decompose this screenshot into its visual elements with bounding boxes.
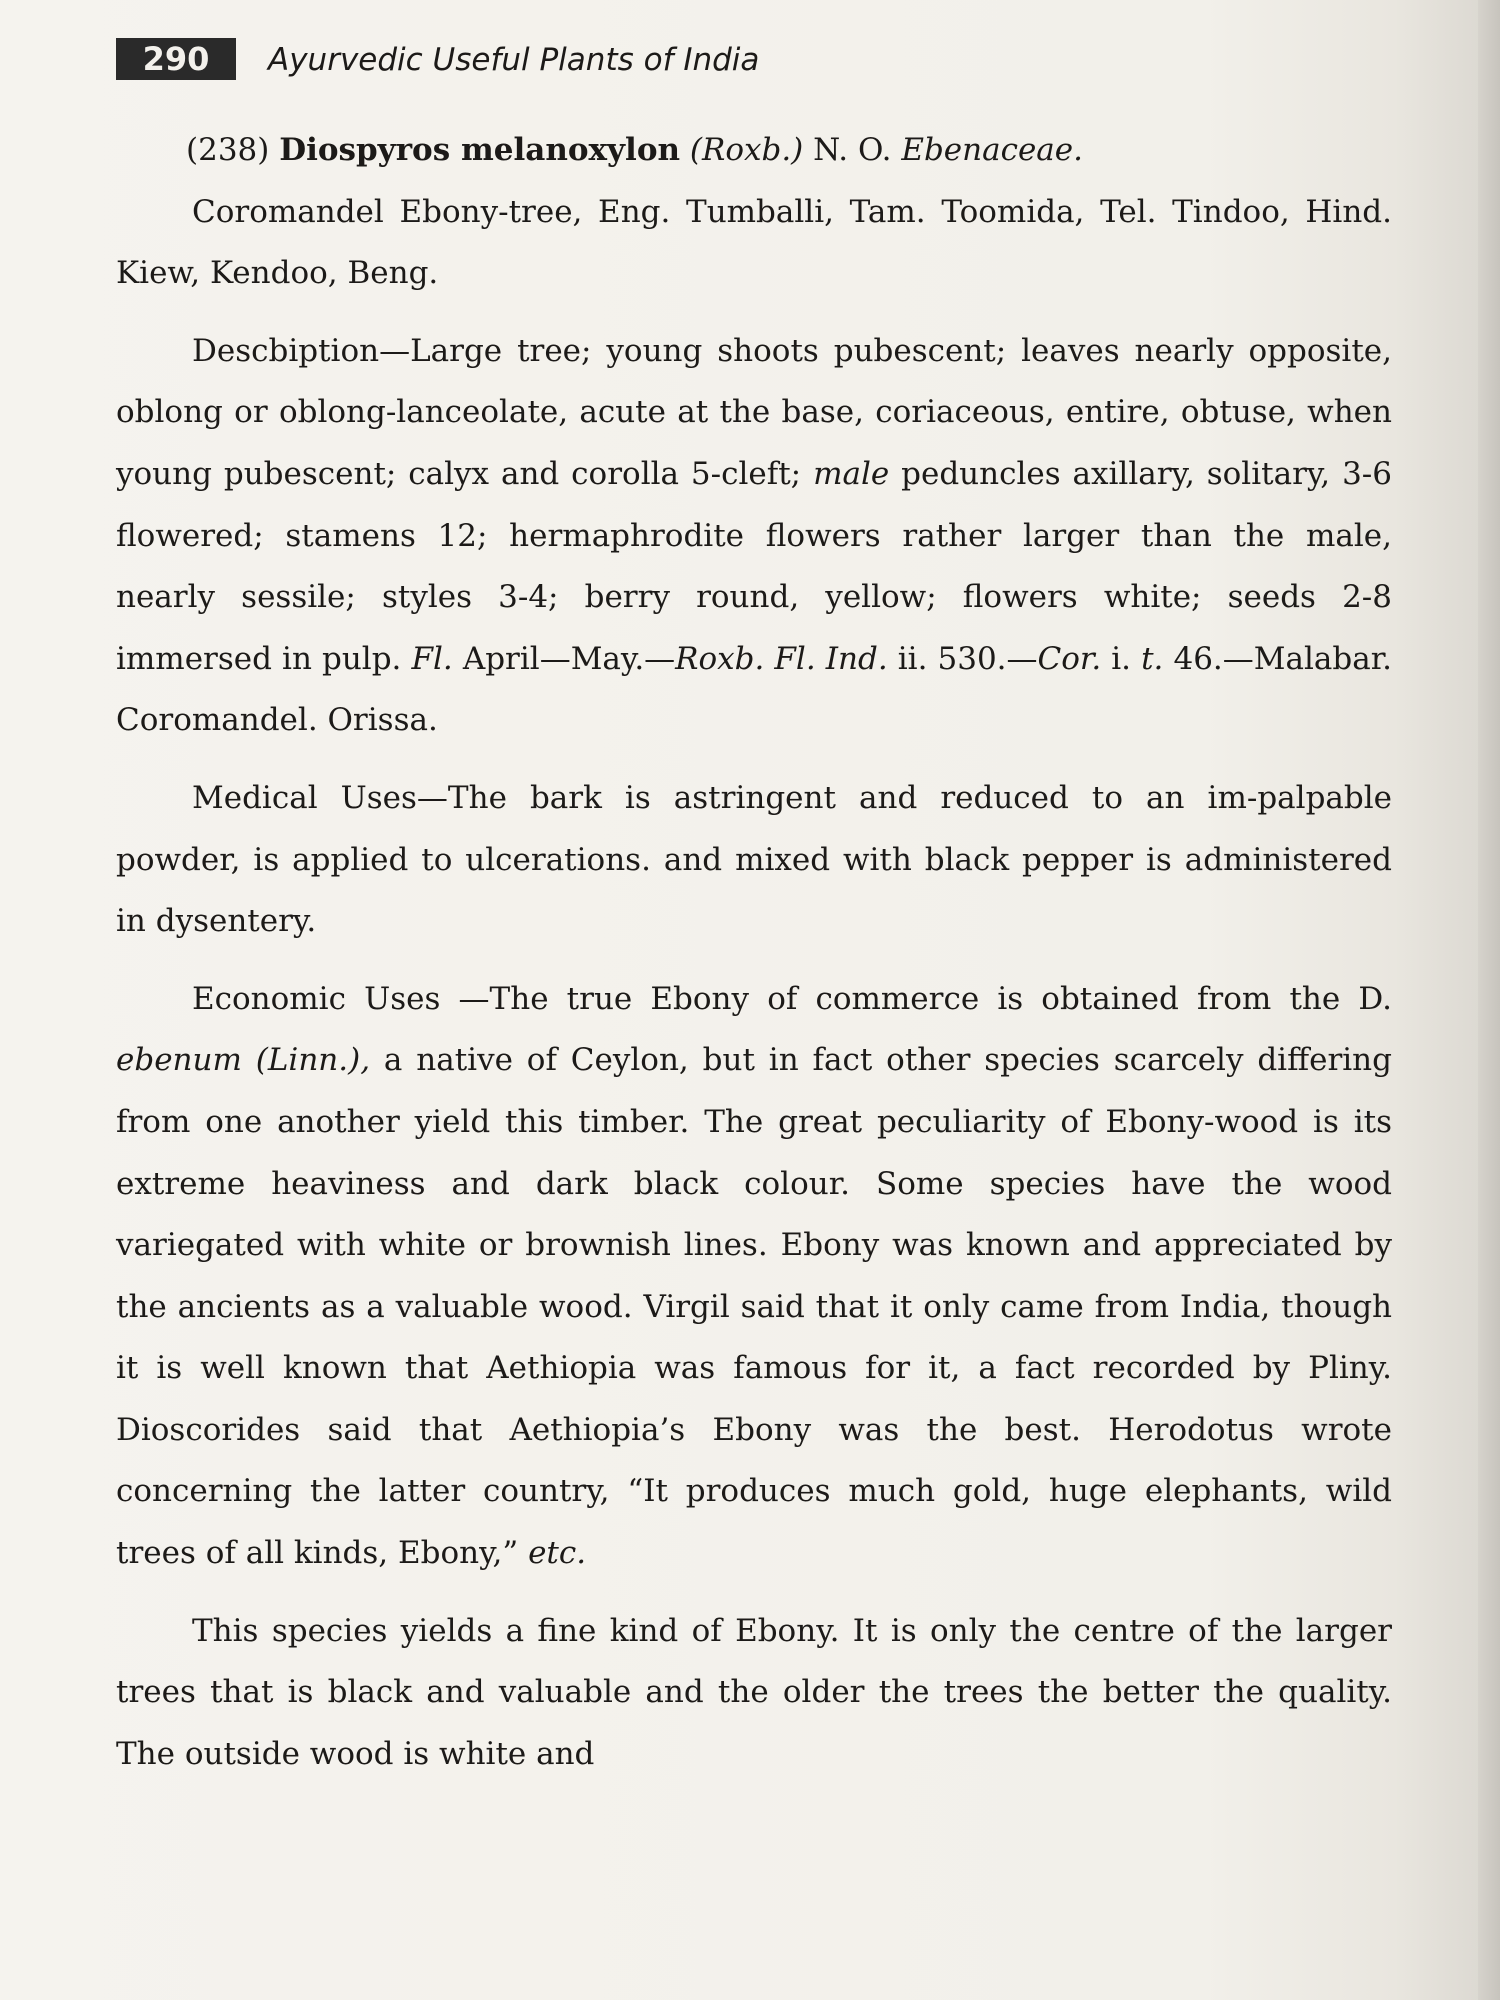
family-name: Ebenaceae. bbox=[901, 132, 1083, 168]
authority: (Roxb.) bbox=[689, 132, 804, 168]
medical-uses-paragraph: Medical Uses—The bark is astringent and reduced to an im-palpable powder, is applied to ulcerations. and mixed with black pepper is administered in dysentery. bbox=[116, 779, 1392, 940]
description-ref-2: Cor. bbox=[1037, 640, 1102, 677]
order-prefix: N. O. bbox=[813, 132, 892, 168]
description-text-6: 46.—Malabar. Coromandel. Orissa. bbox=[116, 640, 1392, 739]
description-text-4: ii. 530.— bbox=[887, 640, 1038, 677]
description-text-2: peduncles axillary, solitary, 3-6 flowered; stamens 12; hermaphrodite flowers rather larger than the male, nearly sessile; styles 3-4; berry round, yellow; flowers white; seeds 2-8 immersed in pulp. bbox=[116, 455, 1392, 677]
description-male: male bbox=[813, 455, 890, 492]
entry-number: (238) bbox=[186, 132, 270, 168]
page-edge-shadow bbox=[1478, 0, 1500, 2000]
description-fl: Fl. bbox=[411, 640, 453, 677]
description-text: Descbiption—Large tree; young shoots pubescent; leaves nearly opposite, oblong or oblong-lanceolate, acute at the base, coriaceous, entire, obtuse, when young pubescent; calyx and corolla 5-cleft; bbox=[116, 332, 1392, 492]
economic-text: Economic Uses —The true Ebony of commerce is obtained from the D. bbox=[192, 980, 1392, 1017]
economic-species: ebenum (Linn.), bbox=[116, 1042, 371, 1079]
common-names: Coromandel Ebony-tree, Eng. Tumballi, Tam. Toomida, Tel. Tindoo, Hind. Kiew, Kendoo, Beng. bbox=[116, 193, 1392, 292]
economic-uses-paragraph bbox=[116, 969, 1392, 1585]
description-ref-1: Roxb. Fl. Ind. bbox=[675, 640, 888, 677]
economic-text-2: a native of Ceylon, but in fact other species scarcely differing from one another yield this timber. The great peculiarity of Ebony-wood is its extreme heaviness and dark black colour. Some species have the wood variegated with white or brownish lines. Ebony was known and appreciated by the ancients as a valuable wood. Virgil said that it only came from India, though it is well known that Aethiopia was famous for it, a fact recorded by Pliny. Dioscorides said that Aethiopia’s Ebony was the best. Herodotus wrote concerning the latter country, “It produces much gold, huge elephants, wild trees of all kinds, Ebony,” bbox=[116, 1042, 1392, 1572]
economic-etc: etc. bbox=[528, 1535, 587, 1572]
page-number: 290 bbox=[116, 38, 236, 80]
description-ref-3: t. bbox=[1141, 640, 1164, 677]
species-note-paragraph: This species yields a fine kind of Ebony. It is only the centre of the larger trees that is black and valuable and the older the trees the better the quality. The outside wood is white and bbox=[116, 1612, 1392, 1772]
description-text-5: i. bbox=[1101, 640, 1142, 677]
description-text-3: April—May.— bbox=[452, 640, 676, 677]
running-title: Ayurvedic Useful Plants of India bbox=[268, 42, 760, 78]
description-paragraph bbox=[116, 321, 1392, 752]
page-body bbox=[116, 120, 1392, 1785]
botanical-name: Diospyros melanoxylon bbox=[279, 132, 681, 168]
entry-heading bbox=[116, 120, 1392, 182]
